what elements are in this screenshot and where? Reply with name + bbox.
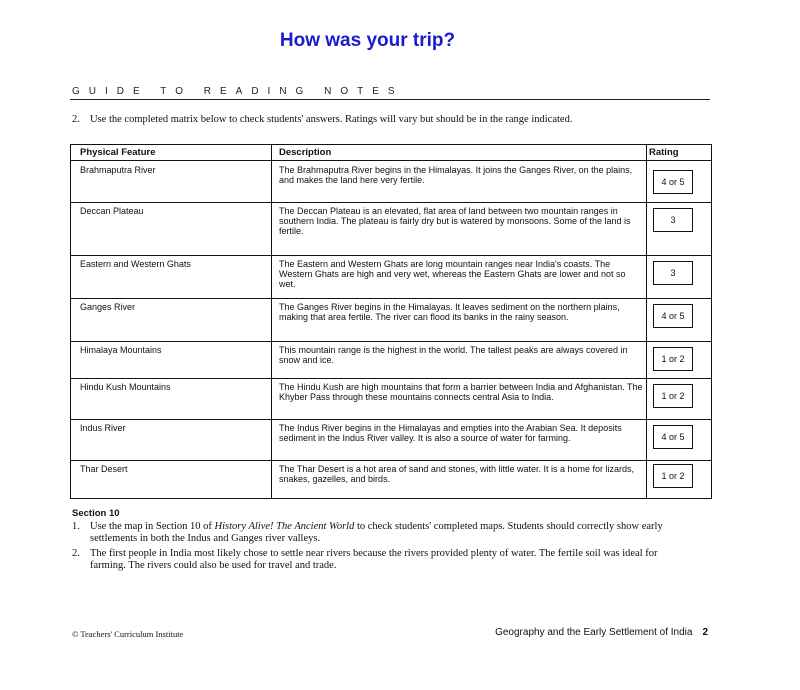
table-row <box>71 342 711 378</box>
header-rule <box>71 160 711 161</box>
feature-name: Thar Desert <box>80 464 128 474</box>
rating-box: 4 or 5 <box>653 304 693 328</box>
rating-box: 4 or 5 <box>653 425 693 449</box>
rating-box: 1 or 2 <box>653 464 693 488</box>
section-10-title: Section 10 <box>72 508 120 519</box>
item-text-before: Use the map in Section 10 of <box>90 521 215 532</box>
guide-heading-rule <box>70 99 710 100</box>
intro-instruction <box>72 114 672 125</box>
intro-number: 2. <box>72 114 80 125</box>
reading-notes-matrix <box>70 144 712 499</box>
feature-description: The Eastern and Western Ghats are long mountain ranges near India's coasts. The Western Ghats are high and very wet, whereas the Eastern Ghats are lower and not so wet. <box>279 259 626 289</box>
section-10-item-1 <box>72 521 672 544</box>
feature-name: Himalaya Mountains <box>80 345 162 355</box>
section-10-item-2 <box>72 548 672 571</box>
rating-box: 4 or 5 <box>653 170 693 194</box>
footer-copyright: © Teachers' Curriculum Institute <box>72 629 184 639</box>
table-row <box>71 256 711 298</box>
feature-name: Ganges River <box>80 302 136 312</box>
feature-name: Hindu Kush Mountains <box>80 382 171 392</box>
feature-description: The Ganges River begins in the Himalayas. It leaves sediment on the northern plains, making that area fertile. The river can flood its banks in the rainy season. <box>279 302 620 322</box>
rating-box: 3 <box>653 261 693 285</box>
header-description: Description <box>279 147 332 158</box>
rating-box: 1 or 2 <box>653 347 693 371</box>
feature-description: This mountain range is the highest in the world. The tallest peaks are always covered in snow and ice. <box>279 345 628 365</box>
footer-chapter-title: Geography and the Early Settlement of India <box>495 627 693 638</box>
feature-description: The Indus River begins in the Himalayas and empties into the Arabian Sea. It deposits sediment in the Indus River valley. It is also a source of water for farming. <box>279 423 622 443</box>
page-title: How was your trip? <box>279 30 456 51</box>
table-row <box>71 162 711 202</box>
item-text: The first people in India most likely chose to settle near rivers because the rivers provided plenty of water. The fertile soil was ideal for farming. The rivers could also be used for travel and trade. <box>90 548 658 571</box>
guide-heading: GUIDE TO READING NOTES <box>72 86 404 97</box>
table-row <box>71 203 711 255</box>
rating-box: 1 or 2 <box>653 384 693 408</box>
feature-name: Eastern and Western Ghats <box>80 259 191 269</box>
table-row <box>71 379 711 419</box>
feature-name: Deccan Plateau <box>80 206 144 216</box>
feature-description: The Thar Desert is a hot area of sand and stones, with little water. It is a home for lizards, snakes, gazelles, and birds. <box>279 464 635 484</box>
header-physical-feature: Physical Feature <box>80 147 156 158</box>
feature-description: The Brahmaputra River begins in the Himalayas. It joins the Ganges River, on the plains, and makes the land here very fertile. <box>279 165 633 185</box>
table-row <box>71 420 711 460</box>
rating-box: 3 <box>653 208 693 232</box>
table-row <box>71 461 711 498</box>
feature-name: Indus River <box>80 423 126 433</box>
item-text-after: to check students' completed maps. Students should correctly show early settlements in both the Indus and Ganges river valleys. <box>90 521 663 544</box>
item-number: 1. <box>72 521 80 532</box>
item-text <box>90 521 672 544</box>
table-row <box>71 299 711 341</box>
feature-description: The Hindu Kush are high mountains that form a barrier between India and Afghanistan. The Khyber Pass through these mountains connects central Asia to India. <box>279 382 643 402</box>
book-title: History Alive! The Ancient World <box>214 521 355 532</box>
intro-text: Use the completed matrix below to check students' answers. Ratings will vary but should be in the range indicated. <box>90 114 573 125</box>
feature-description: The Deccan Plateau is an elevated, flat area of land between two mountain ranges in southern India. The plateau is fairly dry but is watered by monsoons. Some of the land is fertile. <box>279 206 631 236</box>
footer-chapter <box>495 627 708 638</box>
feature-name: Brahmaputra River <box>80 165 156 175</box>
page-number: 2 <box>702 627 708 638</box>
item-number: 2. <box>72 548 80 559</box>
header-rating: Rating <box>649 147 679 158</box>
